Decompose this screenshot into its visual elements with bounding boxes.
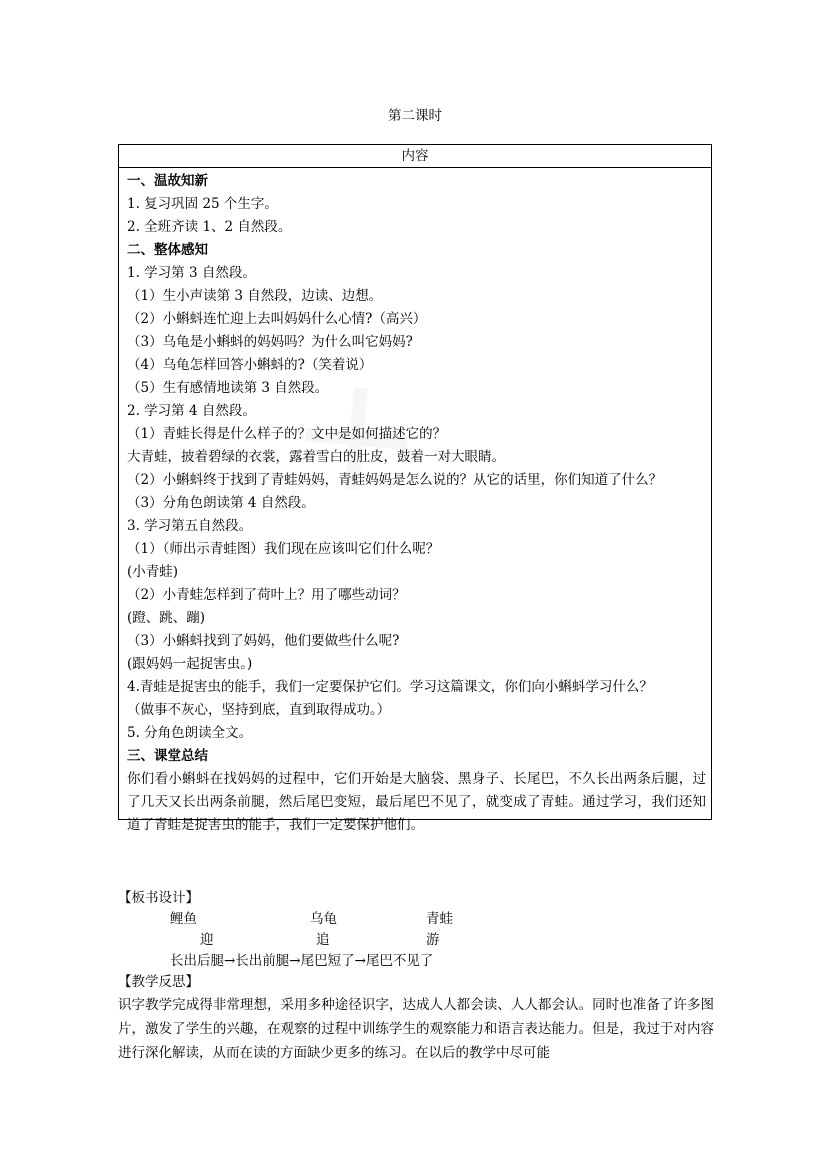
content-line: 2. 全班齐读 1、2 自然段。 [127,219,292,235]
section-heading: 二、整体感知 [127,242,208,258]
content-line: 5. 分角色朗读全文。 [127,725,253,741]
content-table [118,144,712,833]
board-animal: 乌龟 [310,911,337,927]
content-line: (蹬、跳、蹦) [127,610,206,626]
board-animal: 鲤鱼 [170,911,197,927]
board-verbs-row [118,930,714,951]
content-line: 4.青蛙是捉害虫的能手，我们一定要保护它们。学习这篇课文，你们向小蝌蚪学习什么？ [127,679,653,695]
content-line: (小青蛙) [127,564,179,580]
reflection-text: 识字教学完成得非常理想，采用多种途径识字，达成人人都会读、人人都会认。同时也准备了许多图片，激发了学生的兴趣，在观察的过程中训练学生的观察能力和语言表达能力。但是，我过于对内容进行深化解读，从而在读的方面缺少更多的练习。在以后的教学中尽可能 [118,997,714,1061]
content-line: （2）小蝌蚪终于找到了青蛙妈妈，青蛙妈妈是怎么说的？从它的话里，你们知道了什么？ [127,472,663,488]
content-line: 2. 学习第 4 自然段。 [127,403,256,419]
content-line: （3）乌龟是小蝌蚪的妈妈吗？为什么叫它妈妈? [127,334,413,350]
content-line: 3. 学习第五自然段。 [127,518,253,534]
table-header: 内容 [119,145,711,168]
board-verb: 游 [426,932,440,948]
board-verb: 迎 [200,932,214,948]
content-line: （2）小蝌蚪连忙迎上去叫妈妈什么心情?（高兴） [127,311,427,327]
content-line: （1）（师出示青蛙图）我们现在应该叫它们什么呢？ [127,541,440,557]
content-line: （5）生有感情地读第 3 自然段。 [127,380,329,396]
content-line: 1. 学习第 3 自然段。 [127,265,256,281]
content-line: （1）生小声读第 3 自然段，边读、边想。 [127,288,383,304]
table-body [119,168,711,837]
section-heading: 一、温故知新 [127,173,208,189]
content-line: （3）小蝌蚪找到了妈妈，他们要做些什么呢? [127,633,400,649]
content-line: （2）小青蛙怎样到了荷叶上？用了哪些动词？ [127,587,406,603]
content-line: （1）青蛙长得是什么样子的？文中是如何描述它的？ [127,426,447,442]
board-sequence-row [118,951,714,972]
board-sequence: 长出后腿→长出前腿→尾巴短了→尾巴不见了 [170,953,434,969]
content-line: (跟妈妈一起捉害虫。) [127,656,253,672]
page-title: 第二课时 [388,108,442,124]
board-animals-row [118,909,714,930]
reflection-heading: 【教学反思】 [118,974,199,990]
board-animal: 青蛙 [426,911,453,927]
content-line: （4）乌龟怎样回答小蝌蚪的?（笑着说） [127,357,373,373]
board-verb: 追 [316,932,330,948]
board-and-reflection [118,888,714,1065]
content-line: （做事不灰心，坚持到底，直到取得成功。） [127,702,391,718]
summary-paragraph: 你们看小蝌蚪在找妈妈的过程中，它们开始是大脑袋、黑身子、长尾巴，不久长出两条后腿，过了几天又长出两条前腿，然后尾巴变短，最后尾巴不见了，就变成了青蛙。通过学习，我们还知道了青蛙是捉害虫的能手，我们一定要保护他们。 [127,771,706,833]
section-heading: 三、课堂总结 [127,748,208,764]
content-line: 1. 复习巩固 25 个生字。 [127,196,278,212]
content-line: 大青蛙，披着碧绿的衣裳，露着雪白的肚皮，鼓着一对大眼睛。 [127,449,505,465]
content-line: （3）分角色朗读第 4 自然段。 [127,495,315,511]
board-heading: 【板书设计】 [118,890,199,906]
